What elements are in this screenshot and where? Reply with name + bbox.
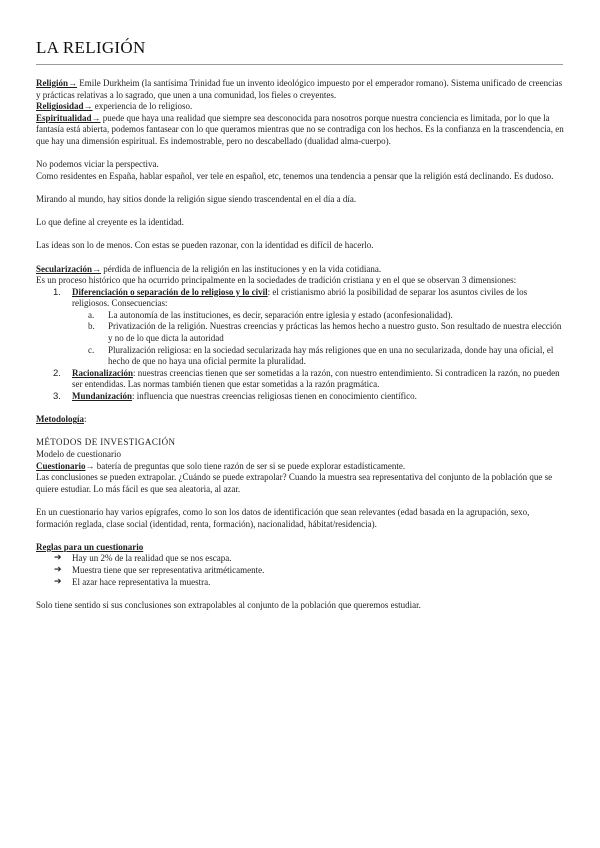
metodologia-heading: Metodología bbox=[36, 414, 84, 425]
reglas-heading: Reglas para un cuestionario bbox=[36, 541, 144, 552]
religiosidad-definition bbox=[36, 101, 564, 113]
dimension-term: Mundanización bbox=[72, 391, 133, 402]
arrow-bullet-icon: ➔ bbox=[54, 564, 62, 575]
arrow-bullet-icon: ➔ bbox=[54, 576, 62, 587]
religion-definition bbox=[36, 78, 564, 101]
regla-text: Muestra tiene que ser representativa aritméticamente. bbox=[72, 564, 265, 575]
consequence-text: Privatización de la religión. Nuestras creencias y prácticas las hemos hecho a nuestro gusto. Son resultado de nuestra elección y no de lo que dicta la autoridad bbox=[108, 321, 562, 344]
list-number: 3. bbox=[53, 391, 61, 403]
consequence-text: Pluralización religiosa: en la sociedad secularizada hay más religiones que en una no secularizada, donde hay una oficial, el hecho de que no haya una oficial permite la pluralidad. bbox=[108, 344, 554, 367]
religion-term: Religión→ bbox=[36, 78, 78, 88]
cuestionario-term: Cuestionario bbox=[36, 460, 86, 471]
consequence-text: La autonomía de las instituciones, es decir, separación entre iglesia y estado (aconfesionalidad). bbox=[108, 309, 453, 320]
conclusiones-paragraph: Las conclusiones se pueden extrapolar. ¿Cuándo se puede extrapolar? Cuando la muestra sea representativa del conjunto de la población que se quiere estudiar. Lo más fácil es que sea aleatoria, al azar. bbox=[36, 472, 553, 494]
espiritualidad-text: puede que haya una realidad que siempre sea desconocida para nosotros porque nuestra conciencia es limitada, por lo que la fantasía está abierta, podemos fantasear con lo que queramos mientras que no se contradiga con los hechos. Es la confianza en la trascendencia, en que hay una dimensión espiritual. Es indemostrable, pero no descabellado (dualidad alma-cuerpo). bbox=[36, 112, 564, 146]
dimension-item bbox=[36, 287, 564, 368]
perspectiva-line1: No podemos viciar la perspectiva. bbox=[36, 159, 159, 170]
religiosidad-term: Religiosidad→ bbox=[36, 101, 93, 112]
ideas-paragraph: Las ideas son lo de menos. Con estas se pueden razonar, con la identidad es difícil de hacerlo. bbox=[36, 240, 374, 251]
dimension-term: Racionalización bbox=[72, 367, 133, 378]
metodos-heading: MÉTODOS DE INVESTIGACIÓN bbox=[36, 437, 176, 448]
regla-text: El azar hace representativa la muestra. bbox=[72, 576, 211, 587]
dimensions-list bbox=[36, 287, 564, 403]
secularizacion-term: Secularización→ bbox=[36, 263, 101, 274]
secularizacion-text: pérdida de influencia de la religión en las instituciones y en la vida cotidiana. bbox=[101, 263, 382, 274]
metodologia-heading-line bbox=[36, 414, 564, 426]
regla-item bbox=[36, 553, 564, 565]
dimension-term: Diferenciación o separación de lo religioso y lo civil bbox=[72, 286, 268, 297]
dimension-item bbox=[36, 368, 564, 391]
consequence-item bbox=[72, 321, 564, 344]
consequence-item bbox=[72, 310, 564, 322]
modelo-line: Modelo de cuestionario bbox=[36, 449, 121, 459]
arrow-bullet-icon: ➔ bbox=[54, 553, 62, 564]
secularizacion-definition bbox=[36, 264, 564, 276]
consequences-list bbox=[72, 310, 564, 368]
identidad-paragraph: Lo que define al creyente es la identidad. bbox=[36, 217, 184, 228]
espiritualidad-definition bbox=[36, 113, 564, 148]
dimension-item bbox=[36, 391, 564, 403]
cuestionario-definition bbox=[36, 461, 564, 473]
dimension-text: : influencia que nuestras creencias religiosas tienen en conocimiento científico. bbox=[132, 391, 417, 402]
dimension-text: : el cristianismo abrió la posibilidad de separar los asuntos civiles de los religiosos. Consecuencias: bbox=[72, 286, 528, 309]
mundo-paragraph: Mirando al mundo, hay sitios donde la religión sigue siendo trascendental en el día a día. bbox=[36, 193, 357, 204]
espiritualidad-term: Espiritualidad→ bbox=[36, 112, 101, 123]
consequence-item bbox=[72, 345, 564, 368]
religiosidad-text: experiencia de lo religioso. bbox=[92, 101, 193, 112]
regla-item bbox=[36, 565, 564, 577]
cuestionario-text: → batería de preguntas que solo tiene razón de ser si se puede explorar estadísticamente. bbox=[85, 460, 406, 471]
secularizacion-intro: Es un proceso histórico que ha ocurrido principalmente en la sociedades de tradición cristiana y en el que se observan 3 dimensiones: bbox=[36, 275, 517, 286]
dimension-text: : nuestras creencias tienen que ser sometidas a la razón, con nuestro entendimiento. Si contradicen la razón, no pueden ser entendidas. Las normas también tienen que estar sometidas a la razón pragmática. bbox=[72, 367, 560, 390]
epigrafes-paragraph: En un cuestionario hay varios epígrafes, como lo son los datos de identificación que sean relevantes (edad basada en la agrupación, sexo, formación reglada, clase social (identidad, renta, formación), nacionalidad, hábitat/residencia). bbox=[36, 506, 530, 529]
perspectiva-line2: Como residentes en España, hablar español, ver tele en español, etc, tenemos una tendencia a pensar que la religión está declinando. Es dudoso. bbox=[36, 170, 554, 181]
title-divider bbox=[36, 64, 563, 65]
list-number: 2. bbox=[53, 367, 61, 379]
list-number: 1. bbox=[53, 286, 61, 298]
list-letter: c. bbox=[88, 344, 95, 355]
religion-text: Emile Durkheim (la santísima Trinidad fue un invento ideológico impuesto por el emperador romano). Sistema unificado de creencias y prácticas relativas a lo sagrado, que unen a una comunidad, los fieles o creyentes. bbox=[36, 78, 563, 100]
regla-item bbox=[36, 577, 564, 589]
reglas-list bbox=[36, 553, 564, 588]
metodologia-colon: : bbox=[84, 414, 87, 425]
final-paragraph: Solo tiene sentido si sus conclusiones son extrapolables al conjunto de la población que queremos estudiar. bbox=[36, 599, 421, 610]
regla-text: Hay un 2% de la realidad que se nos escapa. bbox=[72, 553, 232, 564]
page-title: LA RELIGIÓN bbox=[36, 38, 146, 57]
list-letter: a. bbox=[88, 309, 95, 320]
list-letter: b. bbox=[88, 321, 95, 332]
